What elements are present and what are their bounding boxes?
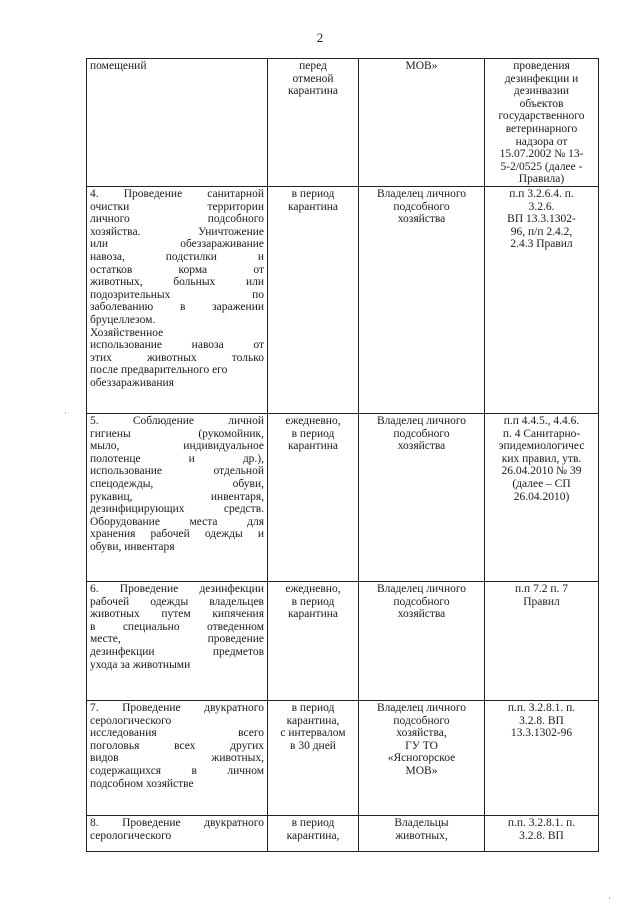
responsible-text-line: Владелец личного bbox=[376, 188, 467, 200]
measure-text-line: дезинфицирующих средств. bbox=[90, 503, 264, 516]
responsible-text-line: подсобного bbox=[393, 200, 450, 213]
table-row bbox=[87, 59, 599, 187]
basis-cell bbox=[485, 187, 599, 414]
measure-cell bbox=[87, 59, 268, 187]
basis-text-line: проведения bbox=[513, 60, 570, 72]
basis-text-line: ких правил, утв. bbox=[501, 452, 582, 465]
basis-text-line: п.п 3.2.6.4. п. bbox=[509, 188, 574, 200]
responsible-text-line: хозяйства bbox=[397, 440, 446, 453]
measure-text-line: использование навоза от bbox=[90, 339, 264, 352]
measure-text-line: остатков корма от bbox=[90, 263, 264, 276]
measure-text-line: обеззараживания bbox=[90, 376, 174, 389]
basis-text-line: эпидемиологичес bbox=[498, 440, 585, 453]
period-text-line: карантина, bbox=[286, 829, 340, 842]
measure-text-line: Оборудование места для bbox=[90, 515, 264, 528]
measure-text-line: очистки территории bbox=[90, 200, 264, 213]
basis-text-line: дезинфекции и bbox=[504, 72, 579, 85]
table-row bbox=[87, 582, 599, 701]
measure-cell bbox=[87, 582, 268, 701]
responsible-text-line: подсобного bbox=[393, 714, 450, 727]
basis-text-line: (далее – СП bbox=[512, 477, 571, 490]
measure-text-line: видов животных, bbox=[90, 752, 264, 765]
measure-text-line: дезинфекции предметов bbox=[90, 645, 264, 658]
period-text-line: в период bbox=[291, 817, 335, 829]
responsible-cell bbox=[359, 816, 485, 852]
basis-text-line: п.п 7.2 п. 7 bbox=[515, 583, 568, 595]
responsible-text-line: МОВ» bbox=[405, 60, 438, 72]
responsible-text-line: хозяйства bbox=[397, 213, 446, 226]
measure-text-line: бруцеллезом. bbox=[90, 313, 156, 326]
measure-text-line: животных путем кипячения bbox=[90, 608, 264, 621]
period-text-line: карантина bbox=[288, 85, 338, 98]
basis-text-line: п.п. 3.2.8.1. п. bbox=[507, 702, 576, 714]
scan-speck: · bbox=[608, 893, 611, 903]
measure-text-line: месте, проведение bbox=[90, 633, 264, 646]
table-row bbox=[87, 414, 599, 582]
basis-text-line: 2.4.3 Правил bbox=[510, 238, 573, 251]
period-cell bbox=[268, 59, 359, 187]
measure-text-line: поголовья всех других bbox=[90, 739, 264, 752]
responsible-text-line: Владелец личного bbox=[376, 583, 467, 595]
measure-text-line: мыло, индивидуальное bbox=[90, 440, 264, 453]
basis-text-line: 5-2/0525 (далее - bbox=[500, 160, 583, 173]
measure-text-line: Хозяйственное bbox=[90, 326, 164, 339]
measure-text-line: 7. Проведение двукратного bbox=[90, 702, 264, 714]
table-row bbox=[87, 701, 599, 816]
responsible-text-line: Владелец личного bbox=[376, 415, 467, 427]
measures-table bbox=[86, 58, 599, 852]
measure-text-line: спецодежды, обуви, bbox=[90, 477, 264, 490]
measure-text-line: исследования всего bbox=[90, 727, 264, 740]
responsible-cell bbox=[359, 187, 485, 414]
measure-text-line: 5. Соблюдение личной bbox=[90, 415, 264, 427]
measure-text-line: подозрительных по bbox=[90, 288, 264, 301]
measure-cell bbox=[87, 816, 268, 852]
basis-text-line: Правила) bbox=[518, 173, 565, 186]
period-text-line: перед bbox=[299, 60, 327, 72]
basis-text-line: 13.3.1302-96 bbox=[510, 727, 573, 740]
measure-text-line: заболеванию в заражении bbox=[90, 301, 264, 314]
measure-text-line: в специально отведенном bbox=[90, 620, 264, 633]
responsible-cell bbox=[359, 582, 485, 701]
measure-text-line: животных, больных или bbox=[90, 276, 264, 289]
measure-text-line: содержащихся в личном bbox=[90, 764, 264, 777]
responsible-text-line: подсобного bbox=[393, 427, 450, 440]
period-text-line: в 30 дней bbox=[290, 739, 336, 752]
measure-cell bbox=[87, 187, 268, 414]
measure-text-line: подсобном хозяйстве bbox=[90, 777, 194, 790]
responsible-text-line: ГУ ТО bbox=[405, 739, 438, 752]
measure-text-line: после предварительного его bbox=[90, 364, 228, 377]
page-number: 2 bbox=[316, 30, 324, 45]
period-cell bbox=[268, 414, 359, 582]
period-text-line: в период bbox=[291, 188, 335, 200]
basis-text-line: ветеринарного bbox=[505, 122, 578, 135]
measure-text-line: 4. Проведение санитарной bbox=[90, 188, 264, 200]
period-text-line: ежедневно, bbox=[285, 415, 341, 427]
measure-text-line: использование отдельной bbox=[90, 465, 264, 478]
responsible-text-line: МОВ» bbox=[405, 764, 438, 777]
responsible-text-line: Владельцы bbox=[394, 817, 449, 829]
measure-text-line: серологического bbox=[90, 714, 172, 727]
basis-text-line: государственного bbox=[498, 110, 585, 123]
basis-text-line: 3.2.6. bbox=[528, 200, 555, 213]
period-cell bbox=[268, 701, 359, 816]
measure-text-line: рукавиц, инвентаря, bbox=[90, 490, 264, 503]
period-text-line: ежедневно, bbox=[285, 583, 341, 595]
basis-text-line: надзора от bbox=[515, 135, 568, 148]
basis-text-line: Правил bbox=[523, 595, 560, 608]
table-row bbox=[87, 816, 599, 852]
measure-text-line: 6. Проведение дезинфекции bbox=[90, 583, 264, 595]
measure-text-line: хранения рабочей одежды и bbox=[90, 528, 264, 541]
responsible-text-line: «Ясногорское bbox=[387, 752, 456, 765]
measure-text-line: этих животных только bbox=[90, 351, 264, 364]
period-text-line: карантина bbox=[288, 608, 338, 621]
measure-text-line: полотенце и др.), bbox=[90, 452, 264, 465]
period-text-line: карантина bbox=[288, 200, 338, 213]
period-text-line: карантина bbox=[288, 440, 338, 453]
responsible-cell bbox=[359, 59, 485, 187]
measure-text-line: навоза, подстилки и bbox=[90, 250, 264, 263]
basis-text-line: ВП 13.3.1302- bbox=[507, 213, 576, 226]
basis-text-line: 26.04.2010) bbox=[513, 490, 570, 503]
period-text-line: с интервалом bbox=[280, 727, 346, 740]
measure-text-line: помещений bbox=[90, 60, 147, 72]
basis-cell bbox=[485, 414, 599, 582]
responsible-text-line: хозяйства, bbox=[396, 727, 447, 740]
responsible-cell bbox=[359, 701, 485, 816]
period-text-line: карантина, bbox=[286, 714, 340, 727]
basis-text-line: объектов bbox=[519, 97, 564, 110]
basis-text-line: 3.2.8. ВП bbox=[519, 714, 564, 727]
basis-text-line: 15.07.2002 № 13- bbox=[499, 148, 584, 161]
measure-text-line: гигиены (рукомойник, bbox=[90, 427, 264, 440]
basis-text-line: 3.2.8. ВП bbox=[519, 829, 564, 842]
measure-text-line: обуви, инвентаря bbox=[90, 540, 175, 553]
responsible-cell bbox=[359, 414, 485, 582]
basis-text-line: 96, п/п 2.4.2, bbox=[510, 225, 573, 238]
basis-cell bbox=[485, 816, 599, 852]
measure-text-line: хозяйства. Уничтожение bbox=[90, 225, 264, 238]
responsible-text-line: животных, bbox=[395, 829, 448, 842]
basis-text-line: п.п. 3.2.8.1. п. bbox=[507, 817, 576, 829]
period-text-line: в период bbox=[291, 702, 335, 714]
period-cell bbox=[268, 816, 359, 852]
basis-text-line: п.п 4.4.5., 4.4.6. bbox=[503, 415, 580, 427]
measure-text-line: 8. Проведение двукратного bbox=[90, 817, 264, 829]
measure-text-line: ухода за животными bbox=[90, 658, 191, 671]
measure-text-line: рабочей одежды владельцев bbox=[90, 595, 264, 608]
measure-cell bbox=[87, 701, 268, 816]
period-text-line: в период bbox=[291, 427, 335, 440]
responsible-text-line: подсобного bbox=[393, 595, 450, 608]
basis-text-line: 26.04.2010 № 39 bbox=[501, 465, 582, 478]
measure-text-line: серологического bbox=[90, 829, 172, 842]
basis-cell bbox=[485, 59, 599, 187]
basis-cell bbox=[485, 701, 599, 816]
responsible-text-line: хозяйства bbox=[397, 608, 446, 621]
period-text-line: отменой bbox=[292, 72, 334, 85]
measure-text-line: личного подсобного bbox=[90, 213, 264, 226]
period-cell bbox=[268, 582, 359, 701]
basis-text-line: дезинвазии bbox=[513, 85, 570, 98]
measure-text-line: или обеззараживание bbox=[90, 238, 264, 251]
period-text-line: в период bbox=[291, 595, 335, 608]
scan-speck: · bbox=[64, 408, 67, 418]
period-cell bbox=[268, 187, 359, 414]
measure-cell bbox=[87, 414, 268, 582]
table-row bbox=[87, 187, 599, 414]
responsible-text-line: Владелец личного bbox=[376, 702, 467, 714]
basis-text-line: п. 4 Санитарно- bbox=[502, 427, 581, 440]
basis-cell bbox=[485, 582, 599, 701]
